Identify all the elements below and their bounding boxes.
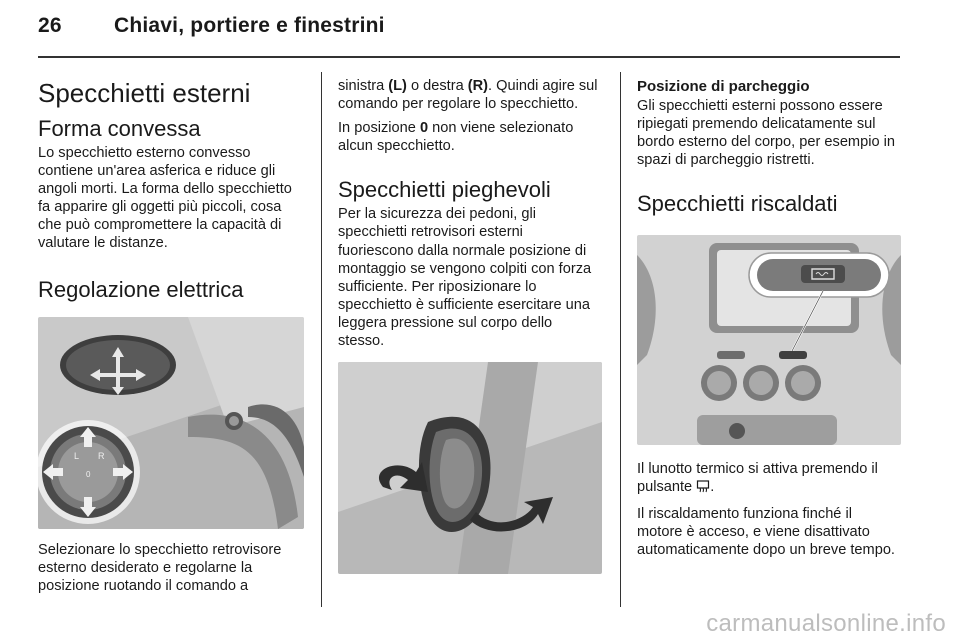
watermark: carmanualsonline.info: [706, 610, 946, 637]
text-run: sinistra: [338, 78, 389, 94]
chapter-title: Chiavi, portiere e finestrini: [114, 14, 385, 37]
column-divider: [321, 72, 322, 607]
section-heading: Specchietti riscaldati: [637, 191, 838, 217]
main-heading: Specchietti esterni: [38, 78, 251, 108]
paragraph: [338, 77, 602, 113]
heated-mirror-button-figure: [637, 235, 901, 445]
section-text: Per la sicurezza dei pedoni, gli specchietti retrovisori esterni fuoriescono dalla normale posizione di montaggio se vengono colpiti con forza sufficiente. Per riposizionare lo specchietto è sufficiente esercitare una leggera pressione sul corpo dello stesso.: [338, 206, 592, 350]
header-rule: [38, 56, 900, 58]
section-text: Lo specchietto esterno convesso contiene un'area asferica e riduce gli angoli morti. La forma dello specchietto fa apparire gli oggetti più piccoli, cosa che può compromettere la capacità di valutare le distanze.: [38, 145, 292, 252]
heated-window-icon: [696, 479, 710, 498]
paragraph: Il riscaldamento funziona finché il motore è acceso, e viene disattivato automaticamente dopo un breve tempo.: [637, 505, 895, 558]
knob-label-0: 0: [86, 469, 91, 479]
section-text: Selezionare lo specchietto retrovisore esterno desiderato e regolarne la posizione ruotando il comando a: [38, 541, 282, 594]
page-number: 26: [38, 14, 62, 37]
column-2: [338, 60, 602, 574]
text-run: . Quindi agire sul comando per regolare lo specchietto.: [338, 78, 598, 113]
section-heading: Specchietti pieghevoli: [338, 177, 551, 203]
text-run: o destra: [406, 78, 468, 94]
column-1: [38, 60, 304, 595]
paragraph: [637, 460, 901, 498]
bold-text-run: 0: [419, 120, 429, 137]
page-header: [38, 14, 385, 38]
folding-mirror-figure: [338, 362, 602, 574]
text-run: .: [710, 479, 715, 496]
mirror-control-figure: [38, 317, 304, 529]
column-divider: [620, 72, 621, 607]
paragraph: [338, 119, 602, 155]
section-heading: Regolazione elettrica: [38, 276, 244, 302]
knob-label-r: R: [98, 450, 105, 461]
section-heading: Posizione di parcheggio: [637, 78, 810, 95]
column-3: [637, 60, 901, 559]
bold-text-run: (L): [388, 78, 407, 94]
bold-text-run: (R): [467, 78, 489, 94]
section-text: Gli specchietti esterni possono essere ripiegati premendo delicatamente sul bordo esterno del corpo, per esempio in spazi di parcheggio ristretti.: [637, 98, 895, 169]
section-heading: Forma convessa: [38, 116, 201, 141]
text-run: In posizione: [338, 120, 420, 137]
text-run: non viene selezionato alcun specchietto.: [338, 120, 574, 155]
knob-label-l: L: [74, 450, 80, 461]
text-run: Il lunotto termico si attiva premendo il pulsante: [637, 461, 878, 496]
